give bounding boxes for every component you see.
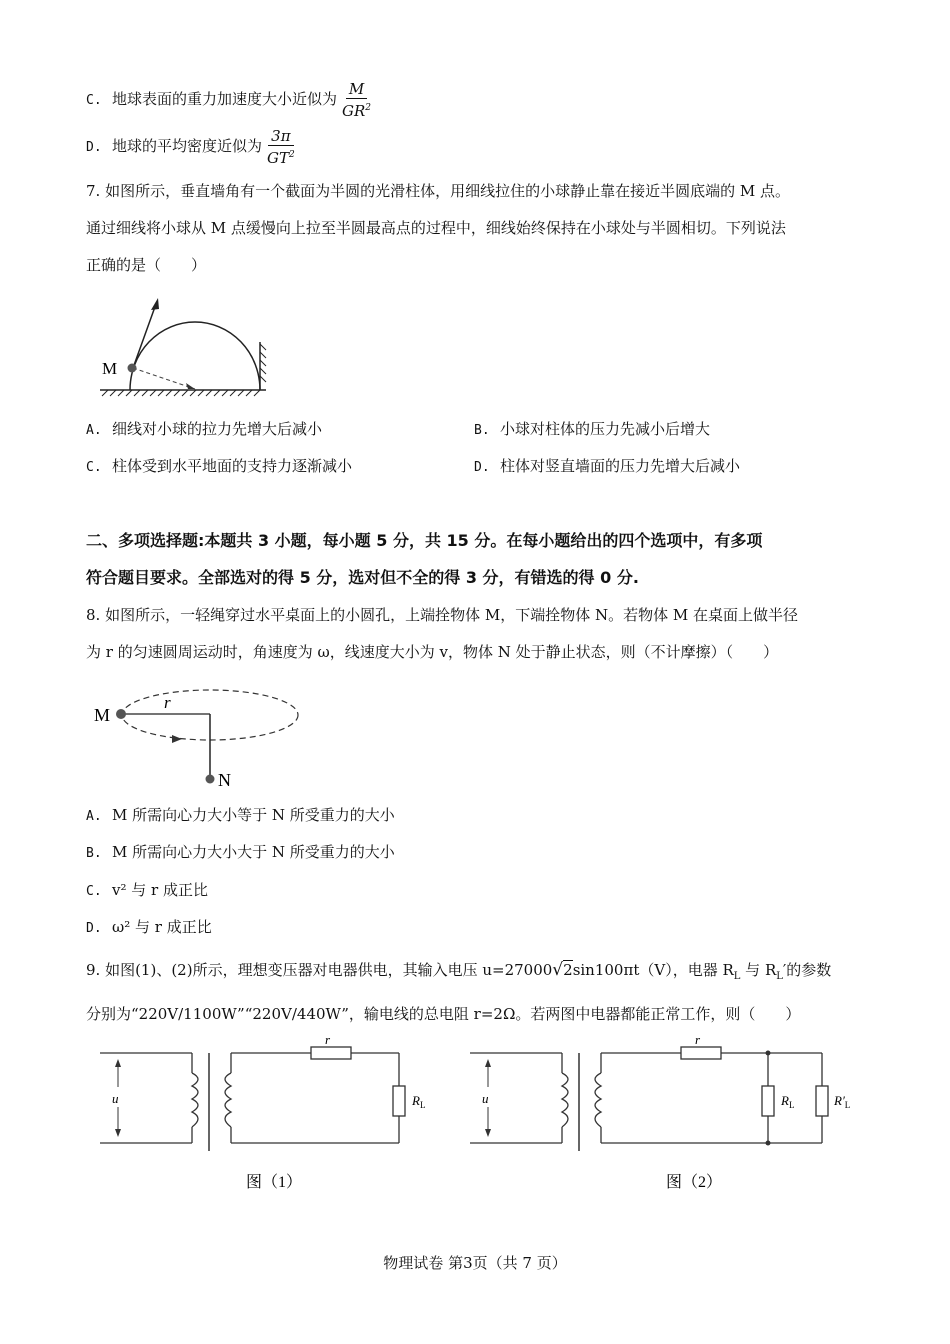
option-letter: D.: [86, 140, 102, 155]
q6-option-c: [86, 80, 374, 120]
sqrt-radicand: 2: [563, 961, 573, 979]
page-footer: 物理试卷 第3页（共 7 页）: [383, 1254, 567, 1272]
q8-figure-circular-motion: [90, 682, 310, 792]
u-arrow-up: [485, 1059, 491, 1067]
fraction-denominator: [264, 146, 298, 167]
option-text: 细线对小球的拉力先增大后减小: [112, 420, 323, 438]
fraction-denominator: [339, 99, 374, 120]
resistor-rl: [393, 1086, 405, 1116]
q8-option-a: [86, 805, 395, 827]
q7-option-b: [474, 419, 710, 441]
mass-n: [206, 775, 215, 784]
option-letter: C.: [86, 93, 102, 108]
resistor-rl: [762, 1086, 774, 1116]
ground-hatch: [102, 390, 260, 396]
option-letter: B.: [474, 423, 490, 438]
q7-stem-line-1: 7. 如图所示，垂直墙角有一个截面为半圆的光滑柱体，用细线拉住的小球静止靠在接近半圆底端的 M 点。: [86, 182, 790, 200]
q7-option-c: [86, 456, 352, 478]
primary-coil: [192, 1073, 198, 1127]
u-arrow-down: [115, 1129, 121, 1137]
option-letter: D.: [474, 460, 490, 475]
option-letter: B.: [86, 846, 102, 861]
wall-hatch: [260, 344, 266, 382]
den-base: GT: [267, 149, 290, 167]
q9-figure-1-circuit: [96, 1035, 456, 1200]
option-letter: A.: [86, 423, 102, 438]
q7-stem-line-2: 通过细线将小球从 M 点缓慢向上拉至半圆最高点的过程中，细线始终保持在小球处与半圆相切。下列说法: [86, 219, 786, 237]
q9-text-part-e: 与 R: [740, 961, 777, 979]
label-r: r: [695, 1035, 701, 1047]
fraction-numerator: M: [346, 80, 367, 99]
q7-figure-half-cylinder: [96, 292, 276, 402]
den-exponent: 2: [289, 150, 295, 160]
label-u: u: [112, 1091, 119, 1106]
orbit-arrow: [172, 735, 182, 743]
semicircle: [130, 322, 260, 390]
option-text: M 所需向心力大小大于 N 所受重力的大小: [112, 843, 395, 861]
option-text: 地球的平均密度近似为: [112, 137, 263, 155]
q8-stem-line-1: 8. 如图所示，一轻绳穿过水平桌面上的小圆孔，上端拴物体 M，下端拴物体 N。若物体 M 在桌面上做半径: [86, 606, 798, 624]
fraction-3pi-over-gt2: [264, 127, 298, 167]
q8-stem-line-2: 为 r 的匀速圆周运动时，角速度为 ω，线速度大小为 v，物体 N 处于静止状态，则（不计摩擦）（ ）: [86, 643, 779, 661]
option-text: M 所需向心力大小等于 N 所受重力的大小: [112, 806, 395, 824]
label-r: r: [164, 693, 171, 712]
q9-stem-line-1: [86, 960, 831, 987]
resistor-rl-prime: [816, 1086, 828, 1116]
q9-text-part-c: sin100πt（V），电器 R: [572, 961, 734, 979]
section-2-heading-line-2: 符合题目要求。全部选对的得 5 分，选对但不全的得 3 分，有错选的得 0 分.: [86, 568, 639, 587]
primary-coil: [562, 1073, 568, 1127]
subscript-l: L: [776, 971, 783, 982]
label-rl: $R_L$: [781, 1093, 795, 1110]
ball: [128, 364, 137, 373]
option-text: 柱体受到水平地面的支持力逐渐减小: [112, 457, 353, 475]
u-arrow-down: [485, 1129, 491, 1137]
fraction-m-over-gr2: [339, 80, 374, 120]
q7-option-a: [86, 419, 322, 441]
label-n: N: [218, 770, 231, 790]
q9-text-part-a: 9. 如图(1)、(2)所示，理想变压器对电器供电，其输入电压 u=27000: [86, 961, 553, 979]
string-arrowhead: [151, 298, 159, 310]
sqrt-symbol: √: [552, 960, 564, 980]
label-rl: $R_L$: [412, 1093, 426, 1110]
option-text: v² 与 r 成正比: [112, 881, 208, 899]
mass-m: [116, 709, 126, 719]
option-letter: C.: [86, 884, 102, 899]
label-r: r: [325, 1035, 331, 1047]
q7-option-d: [474, 456, 740, 478]
resistor-r: [681, 1047, 721, 1059]
q9-figure-2-circuit: [466, 1035, 866, 1200]
option-text: ω² 与 r 成正比: [112, 918, 212, 936]
figure-1-caption: 图（1）: [246, 1174, 303, 1191]
label-u: u: [482, 1091, 489, 1106]
radius-arrowhead: [186, 383, 195, 389]
u-arrow-up: [115, 1059, 121, 1067]
fraction-numerator: 3π: [268, 127, 293, 146]
label-rl-prime: $R'_L$: [834, 1093, 851, 1110]
string-line: [133, 304, 156, 368]
figure-2-caption: 图（2）: [666, 1174, 723, 1191]
section-2-heading-line-1: 二、多项选择题:本题共 3 小题，每小题 5 分，共 15 分。在每小题给出的四个选项中，有多项: [86, 531, 763, 550]
label-m: M: [94, 705, 111, 725]
option-letter: C.: [86, 460, 102, 475]
option-letter: D.: [86, 921, 102, 936]
secondary-coil: [225, 1073, 231, 1127]
secondary-coil: [595, 1073, 601, 1127]
radius-dashed-line: [133, 368, 195, 389]
resistor-r: [311, 1047, 351, 1059]
q8-option-d: [86, 917, 212, 939]
option-text: 小球对柱体的压力先减小后增大: [500, 420, 711, 438]
q8-option-b: [86, 842, 395, 864]
option-text: 地球表面的重力加速度大小近似为: [112, 90, 338, 108]
q8-option-c: [86, 880, 208, 902]
q9-text-part-g: ′的参数: [782, 961, 832, 979]
q6-option-d: [86, 127, 298, 167]
option-text: 柱体对竖直墙面的压力先增大后减小: [500, 457, 741, 475]
option-letter: A.: [86, 809, 102, 824]
den-exponent: 2: [365, 103, 372, 113]
den-base: GR: [342, 102, 366, 120]
q9-stem-line-2: 分别为“220V/1100W”“220V/440W”，输电线的总电阻 r=2Ω。若两图中电器都能正常工作，则（ ）: [86, 1005, 801, 1023]
q7-stem-line-3: 正确的是（ ）: [86, 256, 207, 274]
subscript-l: L: [733, 971, 741, 982]
label-m: M: [102, 359, 118, 378]
